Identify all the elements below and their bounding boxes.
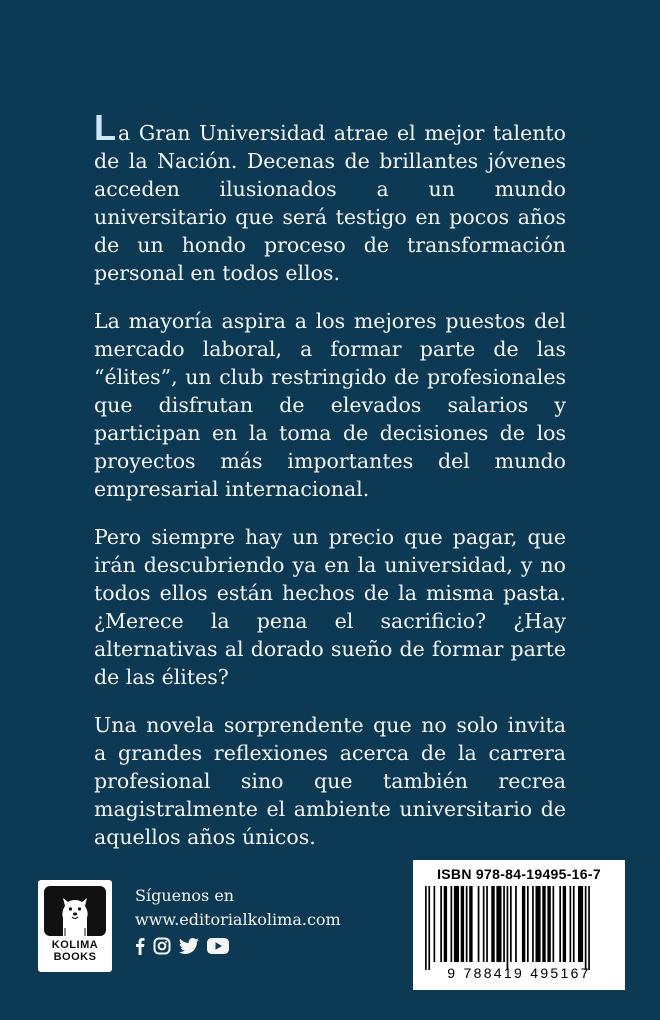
barcode-bar: [440, 886, 442, 962]
barcode-bar: [451, 886, 453, 962]
isbn-label: ISBN 978-84-19495-16-7: [437, 866, 601, 882]
barcode-bar: [578, 886, 583, 962]
dog-logo-icon: [44, 886, 106, 936]
twitter-icon[interactable]: [179, 938, 199, 955]
barcode-digits: 9 788419 495167: [447, 965, 591, 981]
youtube-icon[interactable]: [207, 938, 229, 954]
barcode-bar: [466, 886, 468, 962]
barcode-bar: [527, 886, 529, 962]
barcode-bar: [547, 886, 550, 962]
barcode-bar: [536, 886, 541, 962]
blurb-paragraph-2: La mayoría aspira a los mejores puestos del mercado laboral, a formar parte de las “élites”, un club restringido de profesionales que disfrutan de elevados salarios y participan en la toma de decisiones de los proyectos más importantes del mundo empresarial internacional.: [94, 309, 566, 501]
barcode-bar: [496, 886, 501, 962]
barcode-bar: [507, 886, 509, 970]
follow-us: [135, 884, 341, 955]
barcode-bar: [444, 886, 447, 962]
blurb-paragraph-4: Una novela sorprendente que no solo invita a grandes reflexiones acerca de la carrera profesional sino que también recrea magistralmente el ambiente universitario de aquellos años únicos.: [94, 713, 566, 849]
blurb-paragraph-3: Pero siempre hay un precio que pagar, que irán descubriendo ya en la universidad, y no todos ellos están hechos de la misma pasta. ¿Merece la pena el sacrificio? ¿Hay alternativas al dorado sueño de formar parte de las élites?: [94, 525, 566, 689]
follow-label: Síguenos en: [135, 886, 235, 905]
isbn-barcode: [413, 860, 625, 990]
social-icons: [135, 937, 341, 955]
barcode-bar: [486, 886, 488, 962]
barcode-bar: [469, 886, 472, 962]
barcode-bar: [491, 886, 494, 962]
barcode-bar: [573, 886, 575, 962]
barcode-bar: [454, 886, 459, 962]
barcode-bar: [588, 886, 590, 970]
back-cover-blurb: [94, 107, 566, 871]
barcode-bars: [421, 886, 617, 970]
barcode-bar: [542, 886, 545, 962]
barcode-bar: [425, 886, 427, 970]
instagram-icon[interactable]: [153, 937, 171, 955]
barcode-bar: [559, 886, 561, 962]
barcode-bar: [570, 886, 572, 962]
barcode-bar: [532, 886, 534, 962]
barcode-bar: [553, 886, 555, 962]
barcode-bar: [434, 886, 436, 962]
publisher-sub: BOOKS: [53, 951, 97, 963]
barcode-bar: [563, 886, 566, 962]
publisher-name: KOLIMA: [51, 939, 99, 951]
barcode-bar: [522, 886, 525, 962]
website-link[interactable]: www.editorialkolima.com: [135, 910, 341, 929]
barcode-bar: [428, 886, 430, 970]
blurb-paragraph-1-text: a Gran Universidad atrae el mejor talento de la Nación. Decenas de brillantes jóvenes acceden ilusionados a un mundo universitario que será testigo en pocos años de un hondo proceso de transformación personal en todos ellos.: [94, 121, 566, 285]
barcode-bar: [483, 886, 485, 962]
barcode-bar: [515, 886, 517, 962]
blurb-paragraph-1: [94, 107, 566, 287]
barcode-bar: [503, 886, 505, 962]
publisher-logo: [38, 880, 112, 972]
barcode-bar: [510, 886, 512, 962]
facebook-icon[interactable]: [135, 937, 145, 955]
drop-cap: L: [94, 107, 116, 148]
barcode-bar: [461, 886, 464, 962]
barcode-bar: [585, 886, 587, 970]
barcode-bar: [478, 886, 480, 962]
